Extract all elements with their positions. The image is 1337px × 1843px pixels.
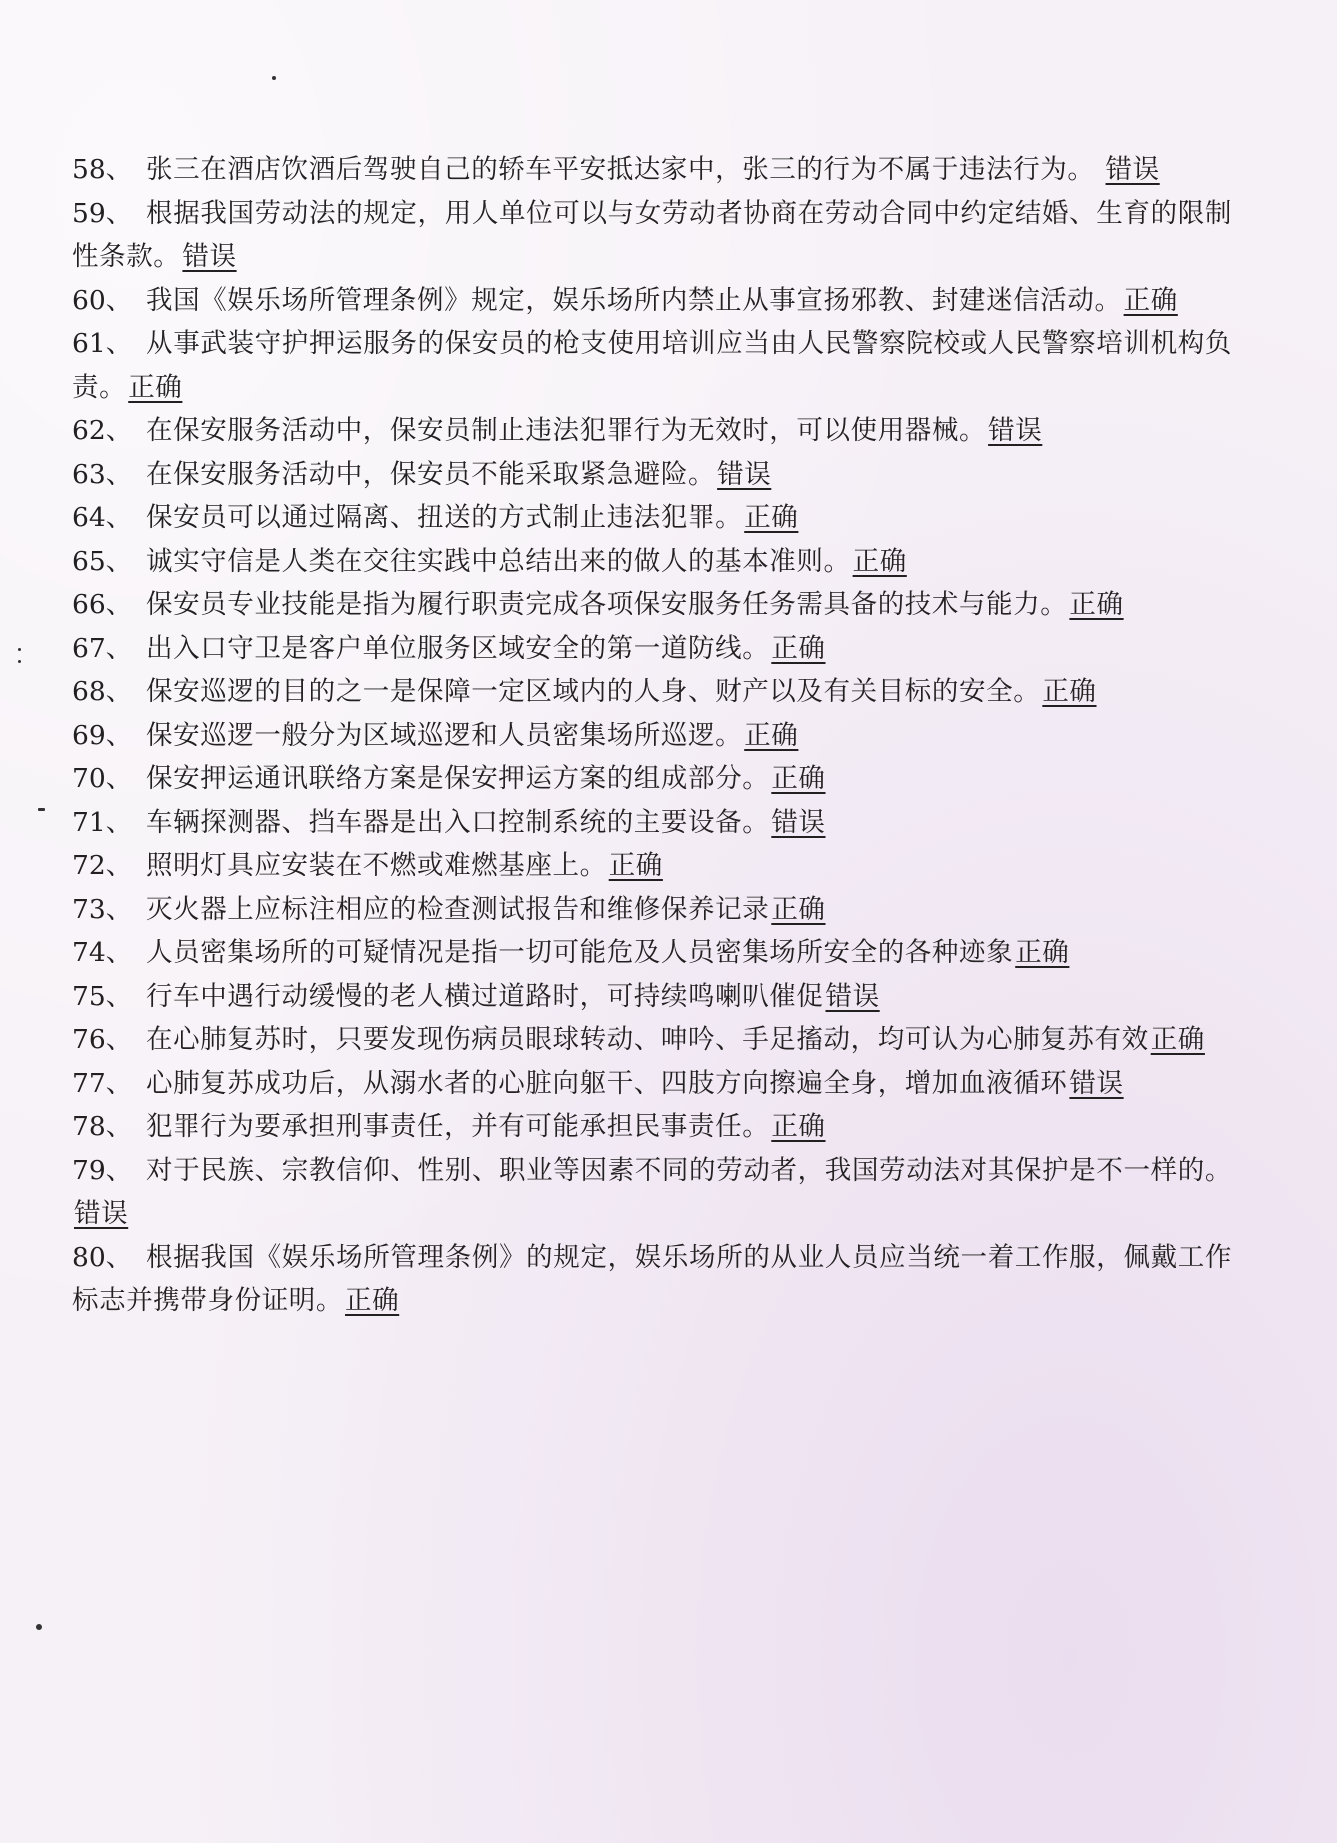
question-item [72,1105,1232,1149]
question-text: 保安员可以通过隔离、扭送的方式制止违法犯罪。 [146,502,743,533]
scan-speck [36,1624,42,1630]
answer-label: 错误 [74,1198,129,1229]
question-text: 在心肺复苏时，只要发现伤病员眼球转动、呻吟、手足搐动，均可认为心肺复苏有效 [146,1024,1149,1055]
answer-label: 正确 [744,719,799,751]
scan-speck [18,660,21,663]
question-item [72,279,1232,323]
question-number: 66、 [72,589,133,620]
question-number: 79、 [72,1154,133,1186]
answer-label: 正确 [771,893,826,925]
answer-label: 错误 [825,980,880,1012]
question-text: 保安巡逻一般分为区域巡逻和人员密集场所巡逻。 [146,719,743,751]
question-number: 78、 [72,1111,133,1142]
question-text: 出入口守卫是客户单位服务区域安全的第一道防线。 [146,632,770,664]
answer-label: 正确 [771,632,826,664]
answer-label: 正确 [345,1285,400,1316]
question-item [72,322,1232,409]
answer-label: 正确 [128,371,183,403]
question-item [72,670,1232,714]
question-text: 车辆探测器、挡车器是出入口控制系统的主要设备。 [146,806,770,838]
answer-label: 错误 [182,241,237,272]
question-number: 62、 [72,415,133,446]
question-number: 61、 [72,328,133,359]
question-text: 张三在酒店饮酒后驾驶自己的轿车平安抵达家中，张三的行为不属于违法行为。 [146,154,1095,185]
question-number: 65、 [72,545,133,577]
question-number: 63、 [72,458,133,490]
question-text: 心肺复苏成功后，从溺水者的心脏向躯干、四肢方向擦遍全身，增加血液循环 [146,1067,1068,1099]
question-text: 在保安服务活动中，保安员不能采取紧急避险。 [146,458,716,490]
question-number: 58、 [72,154,133,185]
question-number: 77、 [72,1067,133,1099]
question-text: 根据我国《娱乐场所管理条例》的规定，娱乐场所的从业人员应当统一着工作服，佩戴工作标志并携带身份证明。 [72,1241,1232,1316]
question-number: 75、 [72,980,133,1012]
question-number: 73、 [72,893,133,925]
question-text: 我国《娱乐场所管理条例》规定，娱乐场所内禁止从事宣扬邪教、封建迷信活动。 [146,284,1122,316]
question-text: 保安押运通讯联络方案是保安押运方案的组成部分。 [146,763,770,794]
question-number: 72、 [72,850,133,881]
answer-label: 正确 [771,763,826,794]
question-item [72,1062,1232,1106]
question-number: 64、 [72,502,133,533]
question-item [72,931,1232,975]
question-item [72,844,1232,888]
question-number: 60、 [72,284,133,316]
question-text: 灭火器上应标注相应的检查测试报告和维修保养记录 [146,893,770,925]
answer-label: 正确 [608,850,663,881]
answer-label: 错误 [1069,1067,1124,1099]
answer-label: 正确 [1150,1024,1205,1055]
question-item [72,1149,1232,1236]
question-text: 对于民族、宗教信仰、性别、职业等因素不同的劳动者，我国劳动法对其保护是不一样的。 [146,1154,1232,1186]
answer-label: 正确 [771,1111,826,1142]
answer-label: 正确 [1015,937,1070,968]
answer-label: 正确 [744,502,799,533]
question-item [72,583,1232,627]
question-number: 74、 [72,937,133,968]
question-number: 70、 [72,763,133,794]
question-text: 根据我国劳动法的规定，用人单位可以与女劳动者协商在劳动合同中约定结婚、生育的限制性条款。 [72,197,1232,272]
scan-speck [18,648,21,651]
question-item [72,148,1232,192]
question-item [72,627,1232,671]
answer-label: 正确 [1069,589,1124,620]
question-number: 69、 [72,719,133,751]
question-number: 80、 [72,1241,133,1273]
question-item [72,801,1232,845]
answer-label: 正确 [1123,284,1178,316]
question-text: 人员密集场所的可疑情况是指一切可能危及人员密集场所安全的各种迹象 [146,937,1014,968]
question-item [72,1018,1232,1062]
answer-label: 正确 [852,545,907,577]
question-item [72,975,1232,1019]
question-item [72,409,1232,453]
answer-label: 错误 [771,806,826,838]
answer-label: 正确 [1042,676,1097,707]
question-text: 犯罪行为要承担刑事责任，并有可能承担民事责任。 [146,1111,770,1142]
question-text: 保安员专业技能是指为履行职责完成各项保安服务任务需具备的技术与能力。 [146,589,1068,620]
question-number: 71、 [72,806,133,838]
question-item [72,1236,1232,1323]
question-item [72,714,1232,758]
question-number: 59、 [72,197,133,229]
question-item [72,496,1232,540]
question-item [72,757,1232,801]
question-text: 从事武装守护押运服务的保安员的枪支使用培训应当由人民警察院校或人民警察培训机构负责。 [72,328,1232,403]
question-number: 76、 [72,1024,133,1055]
question-text: 诚实守信是人类在交往实践中总结出来的做人的基本准则。 [146,545,851,577]
answer-label: 错误 [717,458,772,490]
question-number: 68、 [72,676,133,707]
question-text: 行车中遇行动缓慢的老人横过道路时，可持续鸣喇叭催促 [146,980,824,1012]
question-item [72,888,1232,932]
question-text: 照明灯具应安装在不燃或难燃基座上。 [146,850,607,881]
question-item [72,540,1232,584]
answer-label: 错误 [988,415,1043,446]
question-number: 67、 [72,632,133,664]
answer-label: 错误 [1105,154,1160,185]
question-list [72,148,1232,1323]
question-text: 在保安服务活动中，保安员制止违法犯罪行为无效时，可以使用器械。 [146,415,987,446]
scan-speck [38,808,45,811]
question-item [72,453,1232,497]
question-text: 保安巡逻的目的之一是保障一定区域内的人身、财产以及有关目标的安全。 [146,676,1041,707]
scan-speck [272,76,276,80]
question-item [72,192,1232,279]
